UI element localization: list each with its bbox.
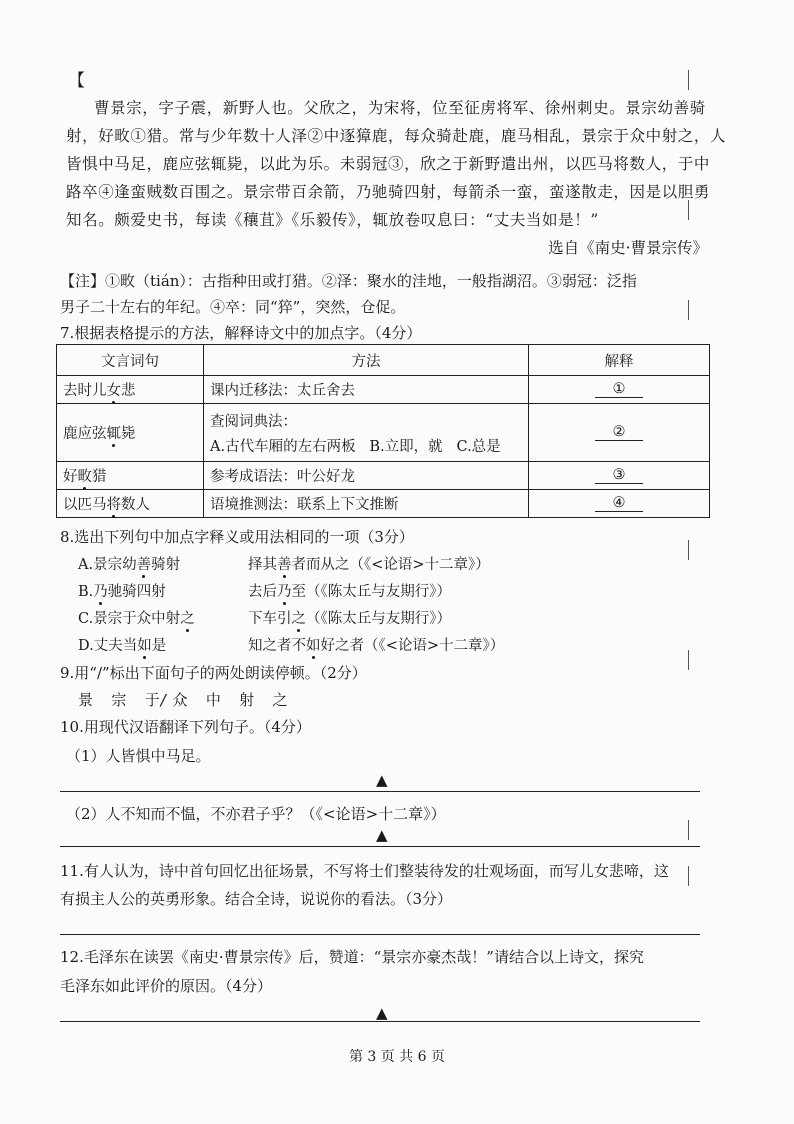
q9-pause-mark: / [160,691,167,709]
margin-mark [688,70,689,90]
q7-row-2-method-title: 查阅词典法： [210,413,297,430]
q7-header-explain: 解释 [529,345,710,376]
q7-row-1 [57,376,710,404]
q9-char: 之 [272,691,289,709]
q10-sentence-1: （1）人皆惧中马足。 [66,747,211,765]
q7-row-2-answer[interactable]: ② [529,404,710,462]
q9-char: 射 [239,691,256,709]
q7-row-4-phrase: 以匹马将数人 [57,490,204,518]
passage-line-1: 曹景宗，字子震，新野人也。父欣之，为宋将，位至征虏将军、徐州刺史。景宗幼善骑 [94,99,706,117]
q7-row-3-method: 参考成语法：叶公好龙 [204,462,529,490]
q7-row-2-method-options: A.古代车厢的左右两板 B.立即，就 C.总是 [210,438,501,455]
margin-mark [688,650,689,670]
q9-char: 景 [78,691,95,709]
q10-prompt: 10.用现代汉语翻译下列句子。（4分） [60,718,311,736]
q7-row-1-method: 课内迁移法：太丘舍去 [204,376,529,404]
q10-answer-line-2[interactable] [60,846,700,847]
q12-answer-marker: ▲ [376,1004,388,1022]
q8-option-d-left: D.丈夫当如是 [78,638,167,654]
q7-row-1-phrase: 去时儿女悲 [57,376,204,404]
q8-prompt: 8.选出下列句中加点字释义或用法相同的一项（3分） [60,528,414,546]
q12-answer-line[interactable] [60,1021,700,1022]
q8-option-d-right: 知之者不如好之者（《<论语>十二章》） [248,638,505,654]
notes-line-2: 男子二十左右的年纪。④卒：同“猝”，突然，仓促。 [60,298,406,316]
passage-line-4: 路卒④逢蛮贼数百围之。景宗带百余箭，乃驰骑四射，每箭杀一蛮，蛮遂散走，因是以胆勇 [66,183,711,201]
margin-mark [688,300,689,320]
q10-sentence-2: （2）人不知而不愠，不亦君子乎？（《<论语>十二章》） [66,805,446,823]
q7-prompt: 7.根据表格提示的方法，解释诗文中的加点字。（4分） [60,324,422,342]
passage-source: 选自《南史·曹景宗传》 [548,239,708,257]
q10-answer-line-1[interactable] [60,791,700,792]
q7-row-2 [57,404,710,462]
q7-row-3 [57,462,710,490]
margin-mark [688,866,689,886]
q9-char: 众 [172,691,189,709]
page-number-footer: 第 3 页 共 6 页 [348,1049,446,1065]
q7-row-2-phrase: 鹿应弦辄毙 [57,404,204,462]
q9-char: 宗 [111,691,128,709]
q7-table [56,344,710,518]
q7-header-phrase: 文言词句 [57,345,204,376]
margin-mark [688,820,689,840]
q9-sentence[interactable] [78,689,289,710]
q8-option-a-right: 择其善者而从之（《<论语>十二章》） [248,557,490,573]
q11-prompt-line-1: 11.有人认为，诗中首句回忆出征场景，不写将士们整装待发的壮观场面，而写儿女悲啼，这 [60,862,669,880]
q12-prompt-line-1: 12.毛泽东在读罢《南史·曹景宗传》后，赞道：“景宗亦豪杰哉！”请结合以上诗文，探究 [60,948,644,966]
q7-row-4-method: 语境推测法：联系上下文推断 [204,490,529,518]
margin-mark [688,200,689,220]
passage-bracket: 【 [68,71,85,91]
passage-line-2: 射，好畋①猎。常与少年数十人泽②中逐獐鹿，每众骑赴鹿，鹿马相乱，景宗于众中射之，人 [66,127,727,145]
passage-line-3: 皆惧中马足，鹿应弦辄毙，以此为乐。未弱冠③，欣之于新野遣出州，以匹马将数人，于中 [66,155,711,173]
q7-row-4 [57,490,710,518]
q8-option-c-right: 下车引之（《陈太丘与友期行》） [248,611,451,627]
q7-row-1-answer[interactable]: ① [529,376,710,404]
q8-option-a-left: A.景宗幼善骑射 [78,557,181,573]
q7-header-method: 方法 [204,345,529,376]
q9-prompt: 9.用“/”标出下面句子的两处朗读停顿。（2分） [60,664,367,682]
margin-mark [688,540,689,560]
q9-char: 于 [144,691,161,709]
q7-row-3-phrase: 好畋猎 [57,462,204,490]
q8-option-c-left: C.景宗于众中射之 [78,611,195,627]
q8-option-b-right: 去后乃至（《陈太丘与友期行》） [248,584,451,600]
q11-answer-line[interactable] [60,934,700,935]
notes-line-1: 【注】①畋（tián）：古指种田或打猎。②泽：聚水的洼地，一般指湖沼。③弱冠：泛指 [60,272,637,290]
passage-line-5: 知名。颇爱史书，每读《穰苴》《乐毅传》，辄放卷叹息曰：“丈夫当如是！” [66,211,599,229]
q8-option-b-left: B.乃驰骑四射 [78,584,166,600]
q10-answer-marker-1: ▲ [376,771,388,789]
q9-char: 中 [205,691,222,709]
q7-header-row [57,345,710,376]
q11-prompt-line-2: 有损主人公的英勇形象。结合全诗，说说你的看法。（3分） [60,890,453,908]
q7-row-4-answer[interactable]: ④ [529,490,710,518]
q7-row-2-method [204,404,529,462]
q10-answer-marker-2: ▲ [376,826,388,844]
q7-row-3-answer[interactable]: ③ [529,462,710,490]
q12-prompt-line-2: 毛泽东如此评价的原因。（4分） [60,977,273,995]
